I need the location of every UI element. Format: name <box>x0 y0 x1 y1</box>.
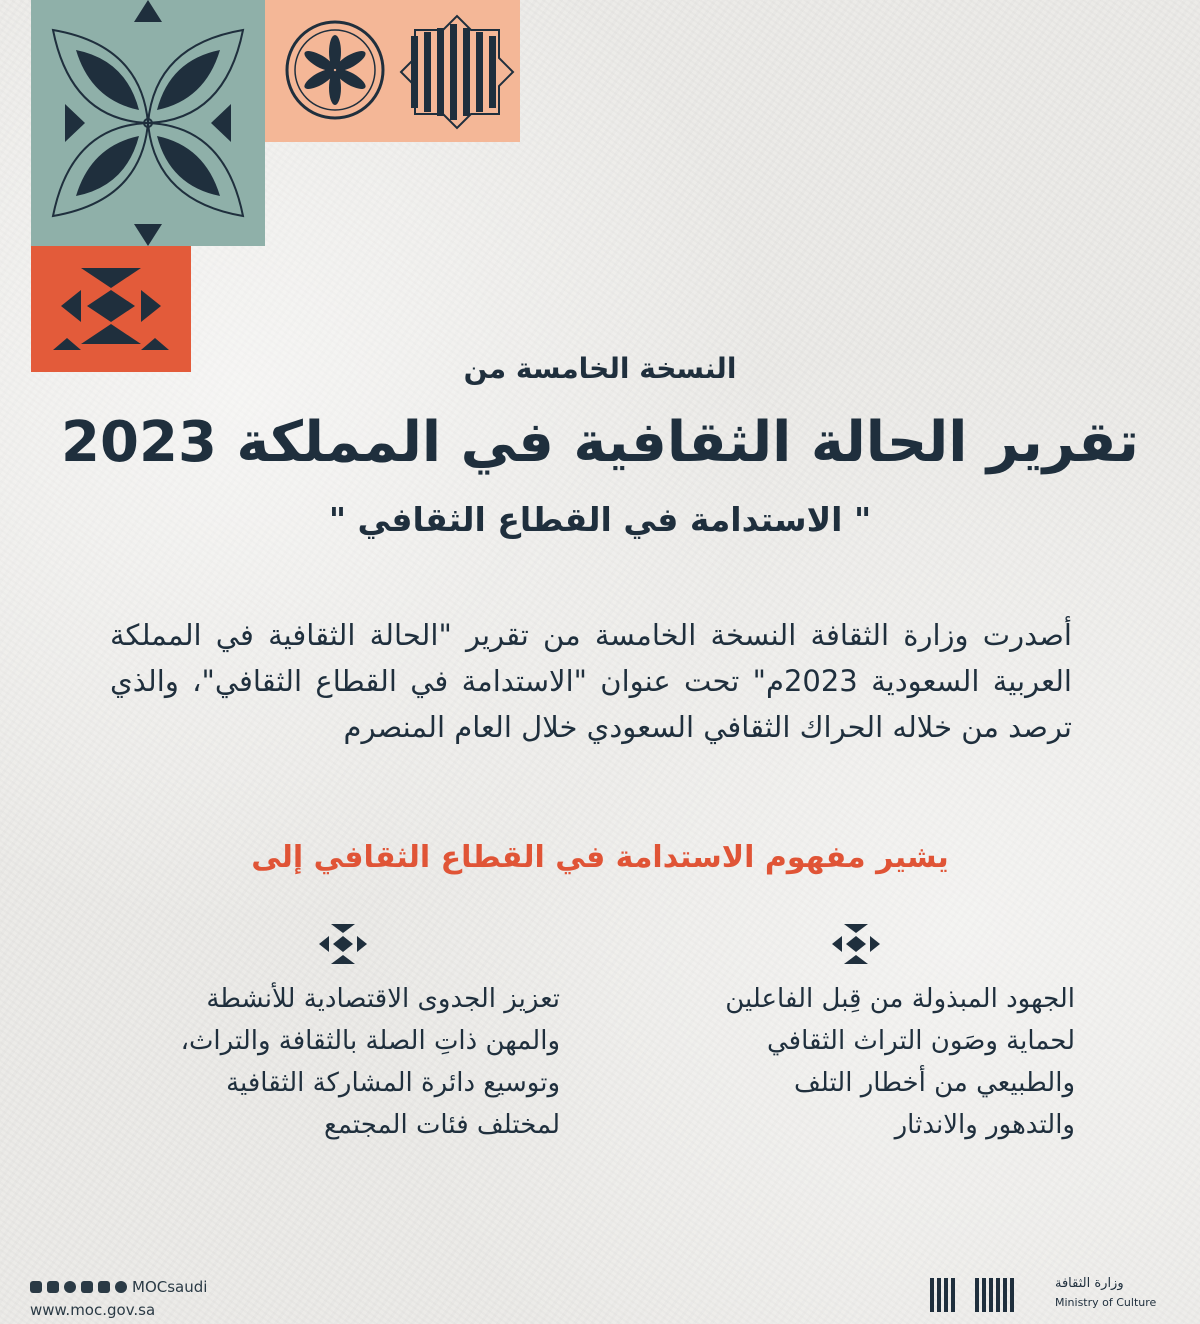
concept-line: الجهود المبذولة من قِبل الفاعلين <box>725 984 1075 1014</box>
concept-heading: يشير مفهوم الاستدامة في القطاع الثقافي إلى <box>251 840 949 875</box>
facebook-icon[interactable] <box>64 1281 76 1293</box>
footer-contact <box>30 1278 207 1319</box>
concept-line: والتدهور والاندثار <box>894 1110 1075 1140</box>
social-row <box>30 1278 207 1296</box>
snapchat-icon[interactable] <box>115 1281 127 1293</box>
concept-point-preservation <box>620 978 1075 1146</box>
concept-line: لمختلف فئات المجتمع <box>324 1110 560 1140</box>
concept-line: وتوسيع دائرة المشاركة الثقافية <box>226 1068 560 1098</box>
teal-pattern-tile <box>31 0 265 246</box>
logo-text-english: Ministry of Culture <box>1055 1296 1157 1309</box>
report-theme: " الاستدامة في القطاع الثقافي " <box>328 500 872 539</box>
concept-line: تعزيز الجدوى الاقتصادية للأنشطة <box>206 984 560 1014</box>
concept-line: والطبيعي من أخطار التلف <box>793 1068 1075 1098</box>
sadu-motif-icon <box>317 922 369 966</box>
intro-paragraph: أصدرت وزارة الثقافة النسخة الخامسة من تقرير "الحالة الثقافية في المملكة العربية السعودية 2023م" تحت عنوان "الاستدامة في القطاع الثقافي"، والذي ترصد من خلاله الحراك الثقافي السعودي خلال العام المنصرم <box>110 618 1072 744</box>
tiktok-icon[interactable] <box>81 1281 93 1293</box>
concept-line: والمهن ذاتِ الصلة بالثقافة والتراث، <box>180 1026 560 1056</box>
petal-cross-pattern-icon <box>31 0 265 246</box>
youtube-icon[interactable] <box>98 1281 110 1293</box>
concept-point-economic <box>110 978 560 1146</box>
concept-line: لحماية وصَون التراث الثقافي <box>767 1026 1075 1056</box>
logo-text-arabic: وزارة الثقافة <box>1055 1276 1124 1291</box>
logo-mark-icon <box>930 1278 1014 1312</box>
instagram-icon[interactable] <box>47 1281 59 1293</box>
ministry-logo <box>930 1276 1170 1316</box>
peach-pattern-tile <box>265 0 520 142</box>
social-handle[interactable]: MOCsaudi <box>132 1278 208 1296</box>
x-icon[interactable] <box>30 1281 42 1293</box>
website-link[interactable]: www.moc.gov.sa <box>30 1301 156 1319</box>
flower-and-lattice-icon <box>265 0 520 142</box>
sadu-motif-icon <box>830 922 882 966</box>
edition-line: النسخة الخامسة من <box>463 352 737 385</box>
page-title: تقرير الحالة الثقافية في المملكة 2023 <box>61 410 1139 475</box>
